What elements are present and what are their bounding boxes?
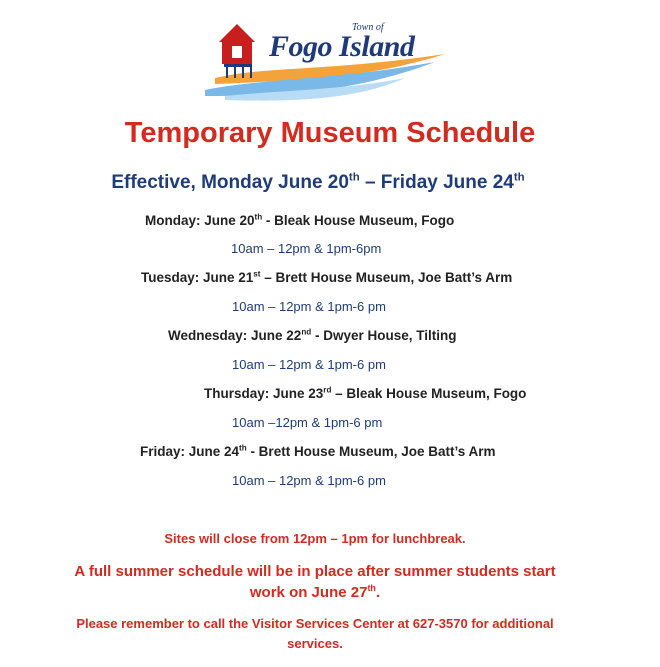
schedule-hours-wednesday: 10am – 12pm & 1pm-6 pm xyxy=(232,357,386,372)
schedule-hours-monday: 10am – 12pm & 1pm-6pm xyxy=(231,241,382,256)
logo-town-of: Town of xyxy=(352,22,384,33)
schedule-day-tuesday: Tuesday: June 21st – Brett House Museum, Joe Batt’s Arm xyxy=(141,269,513,285)
schedule-day-thursday: Thursday: June 23rd – Bleak House Museum, Fogo xyxy=(204,385,527,401)
lunch-note: Sites will close from 12pm – 1pm for lunchbreak. xyxy=(164,531,466,546)
schedule-day-friday: Friday: June 24th - Brett House Museum, Joe Batt’s Arm xyxy=(140,443,496,459)
schedule-hours-thursday: 10am –12pm & 1pm-6 pm xyxy=(232,415,383,430)
schedule-day-wednesday: Wednesday: June 22nd - Dwyer House, Tilting xyxy=(168,327,457,343)
effective-dates: Effective, Monday June 20th – Friday June 24th xyxy=(111,171,525,193)
schedule-hours-tuesday: 10am – 12pm & 1pm-6 pm xyxy=(232,299,386,314)
summer-schedule-note: A full summer schedule will be in place after summer students start work on June 27th. xyxy=(74,563,556,601)
schedule-day-monday: Monday: June 20th - Bleak House Museum, Fogo xyxy=(145,212,455,228)
logo-name: Fogo Island xyxy=(269,30,415,63)
schedule-hours-friday: 10am – 12pm & 1pm-6 pm xyxy=(232,473,386,488)
town-logo xyxy=(205,14,445,102)
visitor-services-note: Please remember to call the Visitor Services Center at 627-3570 for additional services. xyxy=(76,616,554,651)
page-title: Temporary Museum Schedule xyxy=(124,117,536,149)
